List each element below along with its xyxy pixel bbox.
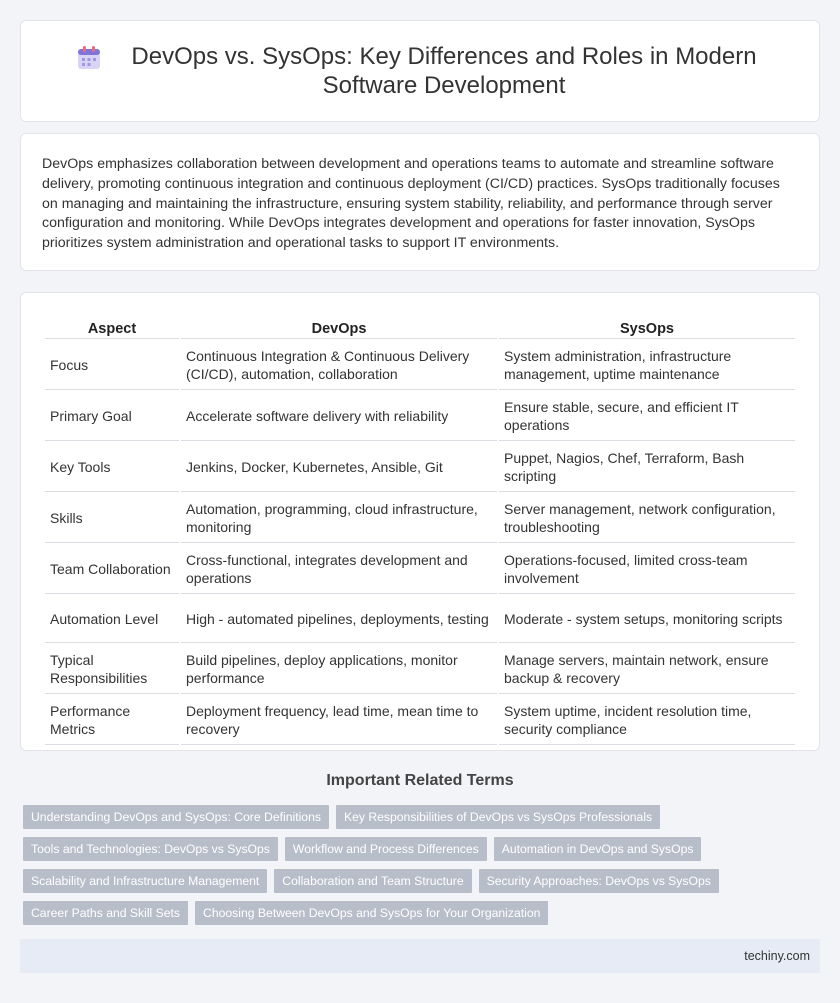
calendar-icon xyxy=(76,45,102,71)
related-term-link[interactable]: Collaboration and Team Structure xyxy=(274,869,471,893)
cell-sysops: System administration, infrastructure management, uptime maintenance xyxy=(499,341,795,390)
related-term-link[interactable]: Scalability and Infrastructure Management xyxy=(23,869,267,893)
related-term-link[interactable]: Automation in DevOps and SysOps xyxy=(494,837,702,861)
cell-sysops: Puppet, Nagios, Chef, Terraform, Bash scripting xyxy=(499,443,795,492)
table-row xyxy=(45,696,795,745)
cell-devops: Accelerate software delivery with reliability xyxy=(181,392,497,441)
related-terms-title: Important Related Terms xyxy=(326,772,514,789)
cell-aspect: Performance Metrics xyxy=(45,696,179,745)
related-term-link[interactable]: Security Approaches: DevOps vs SysOps xyxy=(479,869,719,893)
cell-sysops: Moderate - system setups, monitoring scripts xyxy=(499,596,795,643)
cell-devops: High - automated pipelines, deployments, testing xyxy=(181,596,497,643)
table-row xyxy=(45,645,795,694)
table-row xyxy=(45,392,795,441)
footer xyxy=(20,939,820,973)
cell-devops: Deployment frequency, lead time, mean time to recovery xyxy=(181,696,497,745)
cell-sysops: Operations-focused, limited cross-team involvement xyxy=(499,545,795,594)
cell-sysops: Manage servers, maintain network, ensure backup & recovery xyxy=(499,645,795,694)
table-row xyxy=(45,545,795,594)
cell-devops: Continuous Integration & Continuous Delivery (CI/CD), automation, collaboration xyxy=(181,341,497,390)
cell-aspect: Typical Responsibilities xyxy=(45,645,179,694)
related-term-link[interactable]: Key Responsibilities of DevOps vs SysOps Professionals xyxy=(336,805,660,829)
cell-sysops: Ensure stable, secure, and efficient IT operations xyxy=(499,392,795,441)
header-devops: DevOps xyxy=(181,315,497,339)
cell-devops: Build pipelines, deploy applications, monitor performance xyxy=(181,645,497,694)
related-term-link[interactable]: Workflow and Process Differences xyxy=(285,837,487,861)
table-row xyxy=(45,443,795,492)
page-title: DevOps vs. SysOps: Key Differences and Roles in Modern Software Development xyxy=(131,43,757,99)
table-header-row xyxy=(45,315,795,339)
related-term-link[interactable]: Choosing Between DevOps and SysOps for Your Organization xyxy=(195,901,548,925)
header-card xyxy=(20,20,820,122)
cell-sysops: Server management, network configuration, troubleshooting xyxy=(499,494,795,543)
cell-aspect: Automation Level xyxy=(45,596,179,643)
comparison-table-card xyxy=(20,292,820,751)
related-term-link[interactable]: Understanding DevOps and SysOps: Core Definitions xyxy=(23,805,329,829)
cell-sysops: System uptime, incident resolution time, security compliance xyxy=(499,696,795,745)
cell-aspect: Focus xyxy=(45,341,179,390)
cell-aspect: Team Collaboration xyxy=(45,545,179,594)
cell-devops: Automation, programming, cloud infrastructure, monitoring xyxy=(181,494,497,543)
cell-devops: Jenkins, Docker, Kubernetes, Ansible, Git xyxy=(181,443,497,492)
header-aspect: Aspect xyxy=(45,315,179,339)
cell-aspect: Key Tools xyxy=(45,443,179,492)
header-sysops: SysOps xyxy=(499,315,795,339)
comparison-table xyxy=(43,313,797,747)
footer-site-name: techiny.com xyxy=(744,949,810,963)
table-row xyxy=(45,596,795,643)
intro-card xyxy=(20,133,820,271)
related-term-link[interactable]: Career Paths and Skill Sets xyxy=(23,901,188,925)
related-term-link[interactable]: Tools and Technologies: DevOps vs SysOps xyxy=(23,837,278,861)
cell-aspect: Primary Goal xyxy=(45,392,179,441)
intro-text: DevOps emphasizes collaboration between development and operations teams to automate and streamline software delivery, promoting continuous integration and continuous deployment (CI/CD) practices. SysOps traditionally focuses on managing and maintaining the infrastructure, ensuring system stability, reliability, and performance through server configuration and monitoring. While DevOps integrates development and operations for faster innovation, SysOps prioritizes system administration and operational tasks to support IT environments. xyxy=(42,156,780,252)
table-row xyxy=(45,341,795,390)
cell-devops: Cross-functional, integrates development and operations xyxy=(181,545,497,594)
table-row xyxy=(45,494,795,543)
related-terms-list xyxy=(23,805,823,933)
cell-aspect: Skills xyxy=(45,494,179,543)
